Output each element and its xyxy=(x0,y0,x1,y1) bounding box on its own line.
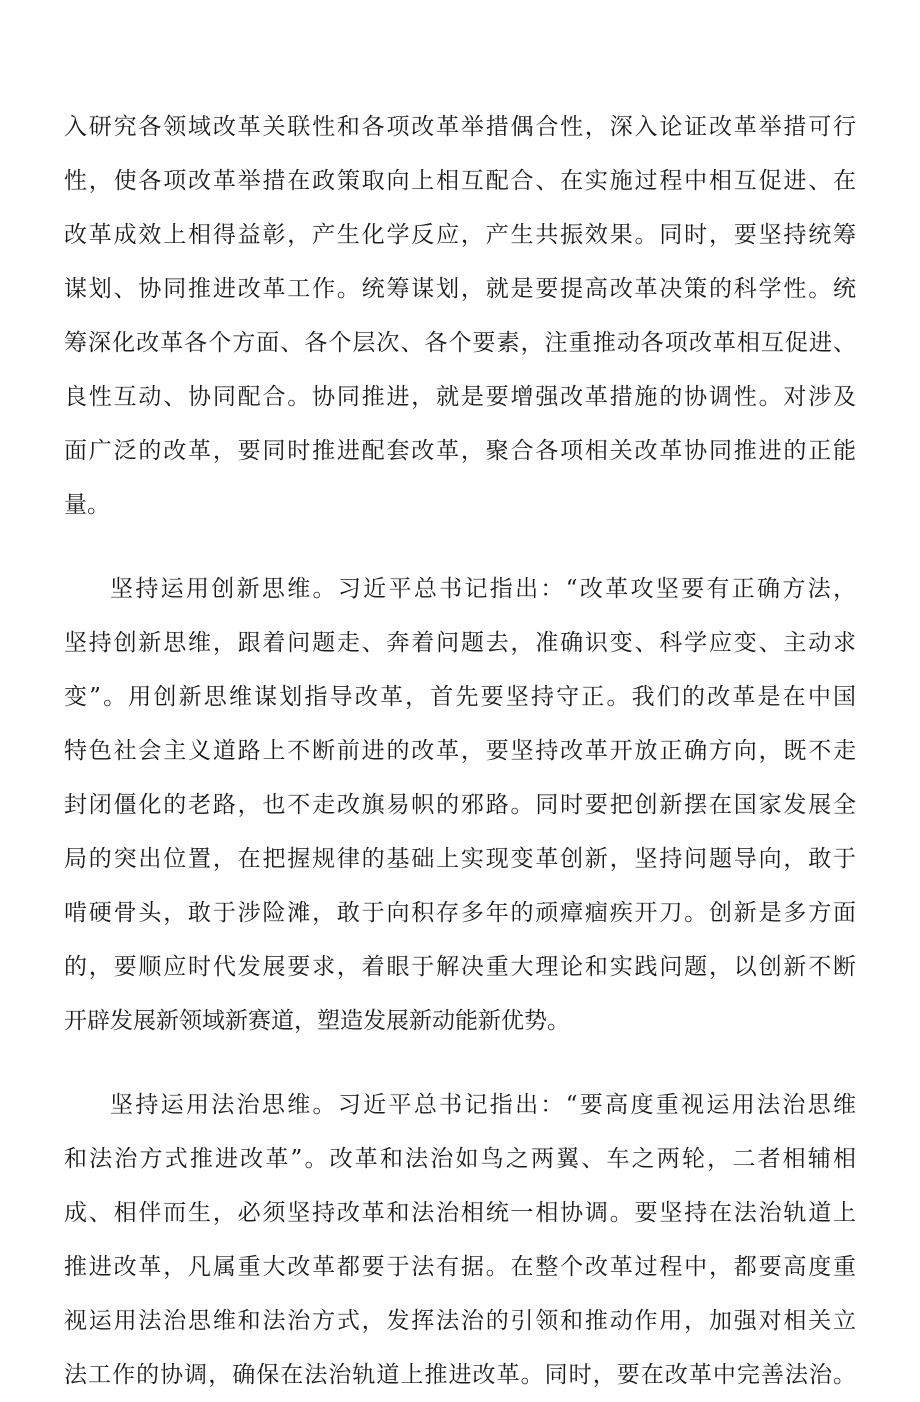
text-line: 面广泛的改革，要同时推进配套改革，聚合各项相关改革协同推进的正能 xyxy=(64,438,856,464)
text-line: 啃硬骨头，敢于涉险滩，敢于向积存多年的顽瘴痼疾开刀。创新是多方面 xyxy=(64,900,856,926)
text-line: 的，要顺应时代发展要求，着眼于解决重大理论和实践问题，以创新不断 xyxy=(64,954,856,980)
text-line: 量。 xyxy=(64,492,110,518)
text-line: 坚持运用创新思维。习近平总书记指出：“改革攻坚要有正确方法， xyxy=(110,576,856,602)
paragraph-spacer xyxy=(64,1048,856,1078)
paragraph-2 xyxy=(64,562,856,1048)
paragraph-1 xyxy=(64,100,856,532)
text-line: 推进改革，凡属重大改革都要于法有据。在整个改革过程中，都要高度重 xyxy=(64,1254,856,1280)
text-line: 和法治方式推进改革”。改革和法治如鸟之两翼、车之两轮，二者相辅相 xyxy=(64,1146,856,1172)
document-body xyxy=(64,100,856,1402)
text-line: 谋划、协同推进改革工作。统筹谋划，就是要提高改革决策的科学性。统 xyxy=(64,276,856,302)
text-line: 开辟发展新领域新赛道，塑造发展新动能新优势。 xyxy=(64,1008,570,1034)
text-line: 特色社会主义道路上不断前进的改革，要坚持改革开放正确方向，既不走 xyxy=(64,738,856,764)
text-line: 筹深化改革各个方面、各个层次、各个要素，注重推动各项改革相互促进、 xyxy=(64,330,856,356)
text-line: 改革成效上相得益彰，产生化学反应，产生共振效果。同时，要坚持统筹 xyxy=(64,222,856,248)
paragraph-3 xyxy=(64,1078,856,1402)
text-line: 变”。用创新思维谋划指导改革，首先要坚持守正。我们的改革是在中国 xyxy=(64,684,856,710)
text-line: 性，使各项改革举措在政策取向上相互配合、在实施过程中相互促进、在 xyxy=(64,168,856,194)
text-line: 坚持创新思维，跟着问题走、奔着问题去，准确识变、科学应变、主动求 xyxy=(64,630,856,656)
text-line: 入研究各领域改革关联性和各项改革举措偶合性，深入论证改革举措可行 xyxy=(64,114,856,140)
text-line: 良性互动、协同配合。协同推进，就是要增强改革措施的协调性。对涉及 xyxy=(64,384,856,410)
text-line: 视运用法治思维和法治方式，发挥法治的引领和推动作用，加强对相关立 xyxy=(64,1308,856,1334)
paragraph-spacer xyxy=(64,532,856,562)
text-line: 局的突出位置，在把握规律的基础上实现变革创新，坚持问题导向，敢于 xyxy=(64,846,856,872)
text-line: 法工作的协调，确保在法治轨道上推进改革。同时，要在改革中完善法治。 xyxy=(64,1362,856,1388)
text-line: 坚持运用法治思维。习近平总书记指出：“要高度重视运用法治思维 xyxy=(110,1092,856,1118)
text-line: 成、相伴而生，必须坚持改革和法治相统一相协调。要坚持在法治轨道上 xyxy=(64,1200,856,1226)
text-line: 封闭僵化的老路，也不走改旗易帜的邪路。同时要把创新摆在国家发展全 xyxy=(64,792,856,818)
